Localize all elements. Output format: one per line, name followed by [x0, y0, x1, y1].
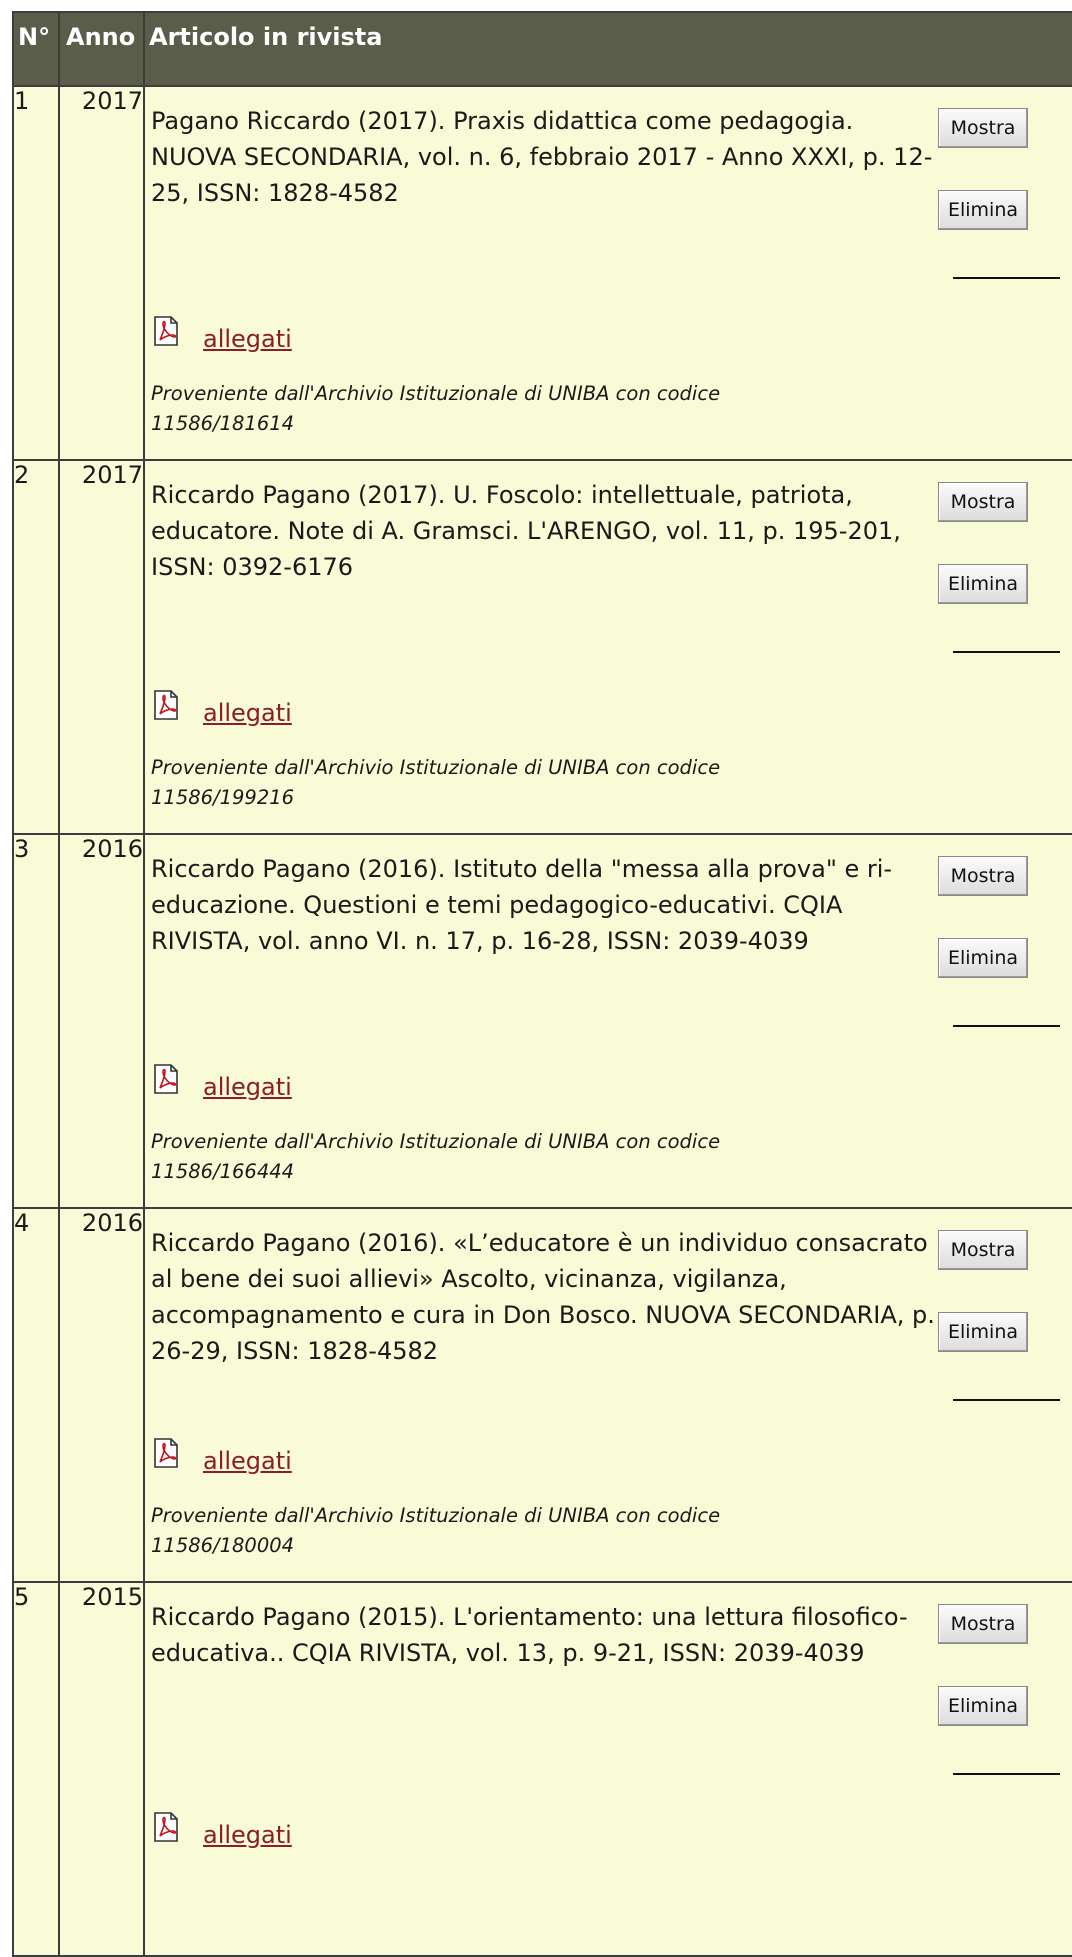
attachments: [153, 309, 292, 353]
attachments-link[interactable]: allegati: [203, 1821, 292, 1849]
article-citation: Riccardo Pagano (2017). U. Foscolo: intellettuale, patriota, educatore. Note di A. Gramsci. L'ARENGO, vol. 11, p. 195-201, ISSN: 0392-6176: [151, 481, 901, 581]
row-article-cell: [144, 1208, 1072, 1582]
row-article-cell: [144, 834, 1072, 1208]
row-year: 2016: [59, 834, 144, 1208]
source-note: Proveniente dall'Archivio Istituzionale di UNIBA con codice 11586/199216: [151, 756, 721, 809]
row-number: 5: [13, 1582, 59, 1956]
show-button[interactable]: Mostra: [938, 856, 1028, 896]
delete-button[interactable]: Elimina: [938, 564, 1028, 604]
row-number: 3: [13, 834, 59, 1208]
pdf-icon[interactable]: [153, 1438, 179, 1468]
divider: [953, 277, 1060, 279]
divider: [953, 1025, 1060, 1027]
attachments: [153, 1805, 292, 1849]
attachments: [153, 1057, 292, 1101]
attachments: [153, 683, 292, 727]
row-year: 2017: [59, 86, 144, 460]
divider: [953, 1399, 1060, 1401]
attachments: [153, 1431, 292, 1475]
pdf-icon[interactable]: [153, 690, 179, 720]
source-note: Proveniente dall'Archivio Istituzionale di UNIBA con codice 11586/181614: [151, 382, 721, 435]
show-button[interactable]: Mostra: [938, 1604, 1028, 1644]
attachments-link[interactable]: allegati: [203, 1447, 292, 1475]
table-header-row: [13, 12, 1072, 86]
source-note: [151, 1875, 911, 1905]
pdf-icon[interactable]: [153, 316, 179, 346]
delete-button[interactable]: Elimina: [938, 190, 1028, 230]
attachments-link[interactable]: allegati: [203, 1073, 292, 1101]
publications-table: [12, 11, 1072, 1957]
table-row: [13, 86, 1072, 460]
header-article: Articolo in rivista: [144, 12, 1072, 86]
delete-button[interactable]: Elimina: [938, 1686, 1028, 1726]
table-row: [13, 834, 1072, 1208]
row-number: 2: [13, 460, 59, 834]
row-article-cell: [144, 460, 1072, 834]
row-year: 2015: [59, 1582, 144, 1956]
row-article-cell: [144, 86, 1072, 460]
article-citation: Riccardo Pagano (2015). L'orientamento: una lettura filosofico-educativa.. CQIA RIVISTA, vol. 13, p. 9-21, ISSN: 2039-4039: [151, 1603, 908, 1667]
source-note: Proveniente dall'Archivio Istituzionale di UNIBA con codice 11586/166444: [151, 1130, 721, 1183]
row-number: 4: [13, 1208, 59, 1582]
table-row: [13, 460, 1072, 834]
show-button[interactable]: Mostra: [938, 482, 1028, 522]
table-row: [13, 1582, 1072, 1956]
table-row: [13, 1208, 1072, 1582]
divider: [953, 1773, 1060, 1775]
show-button[interactable]: Mostra: [938, 1230, 1028, 1270]
article-citation: Riccardo Pagano (2016). «L’educatore è un individuo consacrato al bene dei suoi allievi» Ascolto, vicinanza, vigilanza, accompagnamento e cura in Don Bosco. NUOVA SECONDARIA, p. 26-29, ISSN: 1828-4582: [151, 1229, 935, 1365]
divider: [953, 651, 1060, 653]
article-citation: Riccardo Pagano (2016). Istituto della "messa alla prova" e ri-educazione. Questioni e temi pedagogico-educativi. CQIA RIVISTA, vol. anno VI. n. 17, p. 16-28, ISSN: 2039-4039: [151, 855, 893, 955]
row-year: 2016: [59, 1208, 144, 1582]
show-button[interactable]: Mostra: [938, 108, 1028, 148]
row-year: 2017: [59, 460, 144, 834]
delete-button[interactable]: Elimina: [938, 1312, 1028, 1352]
row-article-cell: [144, 1582, 1072, 1956]
delete-button[interactable]: Elimina: [938, 938, 1028, 978]
pdf-icon[interactable]: [153, 1812, 179, 1842]
article-citation: Pagano Riccardo (2017). Praxis didattica come pedagogia. NUOVA SECONDARIA, vol. n. 6, febbraio 2017 - Anno XXXI, p. 12-25, ISSN: 1828-4582: [151, 107, 933, 207]
header-num: N°: [13, 12, 59, 86]
header-year: Anno: [59, 12, 144, 86]
source-note: Proveniente dall'Archivio Istituzionale di UNIBA con codice 11586/180004: [151, 1504, 721, 1557]
row-number: 1: [13, 86, 59, 460]
pdf-icon[interactable]: [153, 1064, 179, 1094]
attachments-link[interactable]: allegati: [203, 699, 292, 727]
attachments-link[interactable]: allegati: [203, 325, 292, 353]
